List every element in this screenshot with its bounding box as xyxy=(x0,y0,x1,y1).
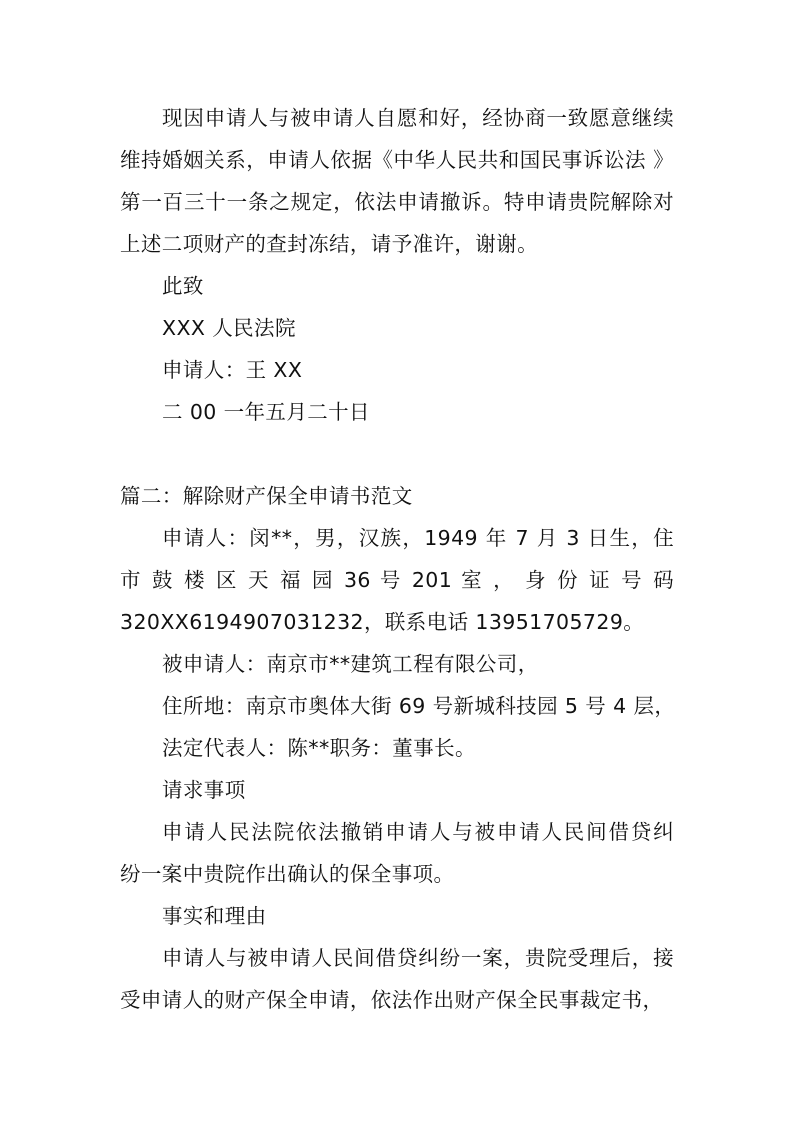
request-line: 纷一案中贵院作出确认的保全事项。 xyxy=(120,862,455,886)
document-date: 二 00 一年五月二十日 xyxy=(162,400,370,424)
paragraph-line: 现因申请人与被申请人自愿和好，经协商一致愿意继续 xyxy=(162,106,674,130)
respondent: 被申请人：南京市**建筑工程有限公司， xyxy=(162,652,539,676)
paragraph-line: 维持婚姻关系，申请人依据《中华人民共和国民事诉讼法 》 xyxy=(120,148,674,172)
legal-representative: 法定代表人：陈**职务：董事长。 xyxy=(162,736,476,760)
paragraph-line: 上述二项财产的查封冻结，请予准许，谢谢。 xyxy=(120,232,538,256)
salutation: 此致 xyxy=(162,274,204,298)
applicant-line: 320XX6194907031232，联系电话 13951705729。 xyxy=(120,610,645,634)
applicant-line: 市 鼓 楼 区 天 福 园 36 号 201 室 ， 身 份 证 号 码 xyxy=(120,568,674,592)
court-name: XXX 人民法院 xyxy=(162,316,296,340)
applicant-signature: 申请人：王 XX xyxy=(162,358,303,382)
applicant-line: 申请人：闵**，男，汉族，1949 年 7 月 3 日生，住 xyxy=(162,526,674,550)
facts-line: 受申请人的财产保全申请，依法作出财产保全民事裁定书， xyxy=(120,988,664,1012)
respondent-address: 住所地：南京市奥体大街 69 号新城科技园 5 号 4 层， xyxy=(162,694,676,718)
request-heading: 请求事项 xyxy=(162,778,246,802)
paragraph-line: 第一百三十一条之规定，依法申请撤诉。特申请贵院解除对 xyxy=(120,190,674,214)
request-line: 申请人民法院依法撤销申请人与被申请人民间借贷纠 xyxy=(162,820,674,844)
facts-line: 申请人与被申请人民间借贷纠纷一案，贵院受理后，接 xyxy=(162,946,674,970)
section-heading: 篇二：解除财产保全申请书范文 xyxy=(120,484,413,508)
facts-heading: 事实和理由 xyxy=(162,904,267,928)
